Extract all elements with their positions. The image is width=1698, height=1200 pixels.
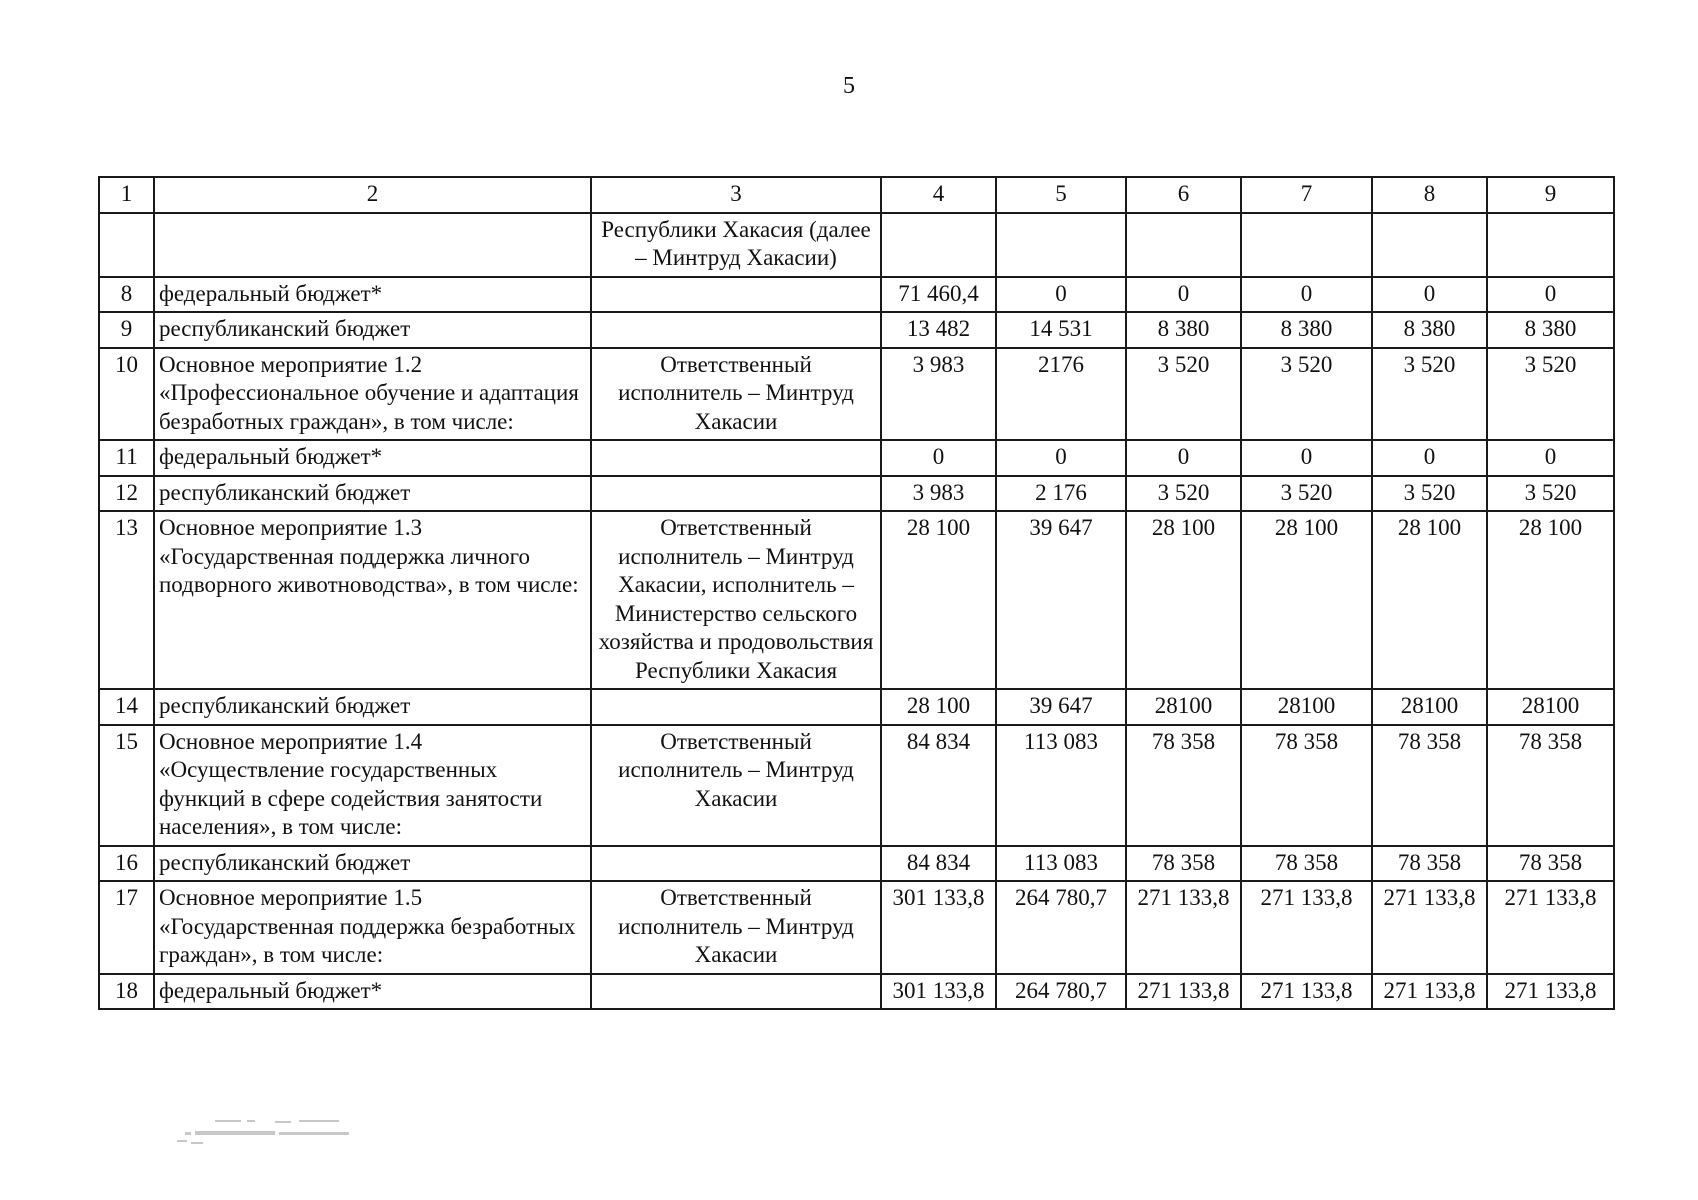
amount-cell-col-8: 3 520 <box>1372 348 1487 441</box>
amount-cell-col-5: 14 531 <box>996 312 1126 348</box>
item-name-cell: Основное мероприятие 1.5 «Государственная поддержка безработных граждан», в том числе: <box>154 881 591 974</box>
amount-cell-col-7: 271 133,8 <box>1241 881 1372 974</box>
executor-cell: Ответственный исполнитель – Минтруд Хакасии <box>591 348 881 441</box>
row-number-cell: 18 <box>99 974 154 1010</box>
executor-cell <box>591 440 881 476</box>
row-number-cell: 9 <box>99 312 154 348</box>
item-name-cell: республиканский бюджет <box>154 689 591 725</box>
amount-cell-col-4 <box>881 213 996 277</box>
amount-cell-col-9: 3 520 <box>1487 348 1614 441</box>
budget-table <box>98 176 1615 1010</box>
amount-cell-col-6: 78 358 <box>1126 725 1241 846</box>
row-number-cell: 16 <box>99 846 154 882</box>
column-header-6: 6 <box>1126 177 1241 213</box>
amount-cell-col-9: 0 <box>1487 277 1614 313</box>
amount-cell-col-7: 271 133,8 <box>1241 974 1372 1010</box>
item-name-cell: федеральный бюджет* <box>154 277 591 313</box>
column-header-2: 2 <box>154 177 591 213</box>
amount-cell-col-5: 113 083 <box>996 725 1126 846</box>
row-number-cell: 11 <box>99 440 154 476</box>
amount-cell-col-8: 0 <box>1372 440 1487 476</box>
amount-cell-col-9 <box>1487 213 1614 277</box>
amount-cell-col-4: 28 100 <box>881 689 996 725</box>
item-name-cell: республиканский бюджет <box>154 312 591 348</box>
row-number-cell: 17 <box>99 881 154 974</box>
amount-cell-col-8: 78 358 <box>1372 725 1487 846</box>
amount-cell-col-8: 271 133,8 <box>1372 881 1487 974</box>
row-number-cell: 12 <box>99 476 154 512</box>
amount-cell-col-6: 8 380 <box>1126 312 1241 348</box>
row-number-cell: 8 <box>99 277 154 313</box>
table-row <box>99 511 1614 689</box>
amount-cell-col-4: 301 133,8 <box>881 974 996 1010</box>
amount-cell-col-4: 28 100 <box>881 511 996 689</box>
amount-cell-col-9: 0 <box>1487 440 1614 476</box>
item-name-cell: республиканский бюджет <box>154 846 591 882</box>
amount-cell-col-8: 28 100 <box>1372 511 1487 689</box>
amount-cell-col-5: 2 176 <box>996 476 1126 512</box>
amount-cell-col-5: 264 780,7 <box>996 974 1126 1010</box>
amount-cell-col-6: 0 <box>1126 277 1241 313</box>
amount-cell-col-5: 0 <box>996 277 1126 313</box>
amount-cell-col-7: 28 100 <box>1241 511 1372 689</box>
amount-cell-col-8 <box>1372 213 1487 277</box>
amount-cell-col-7: 3 520 <box>1241 348 1372 441</box>
amount-cell-col-9: 28 100 <box>1487 511 1614 689</box>
amount-cell-col-4: 0 <box>881 440 996 476</box>
amount-cell-col-6: 3 520 <box>1126 476 1241 512</box>
executor-cell <box>591 689 881 725</box>
executor-cell: Ответственный исполнитель – Минтруд Хакасии <box>591 881 881 974</box>
amount-cell-col-5: 264 780,7 <box>996 881 1126 974</box>
amount-cell-col-8: 28100 <box>1372 689 1487 725</box>
table-row <box>99 312 1614 348</box>
table-row <box>99 476 1614 512</box>
amount-cell-col-7: 8 380 <box>1241 312 1372 348</box>
amount-cell-col-5: 39 647 <box>996 511 1126 689</box>
item-name-cell: республиканский бюджет <box>154 476 591 512</box>
amount-cell-col-4: 13 482 <box>881 312 996 348</box>
amount-cell-col-6 <box>1126 213 1241 277</box>
amount-cell-col-7: 78 358 <box>1241 725 1372 846</box>
amount-cell-col-4: 3 983 <box>881 476 996 512</box>
table-row <box>99 213 1614 277</box>
executor-cell: Ответственный исполнитель – Минтруд Хакасии <box>591 725 881 846</box>
amount-cell-col-8: 78 358 <box>1372 846 1487 882</box>
table-row <box>99 440 1614 476</box>
amount-cell-col-4: 84 834 <box>881 846 996 882</box>
row-number-cell: 15 <box>99 725 154 846</box>
item-name-cell <box>154 213 591 277</box>
column-header-9: 9 <box>1487 177 1614 213</box>
amount-cell-col-5: 0 <box>996 440 1126 476</box>
amount-cell-col-6: 271 133,8 <box>1126 974 1241 1010</box>
row-number-cell: 13 <box>99 511 154 689</box>
item-name-cell: Основное мероприятие 1.2 «Профессиональное обучение и адаптация безработных граждан», в том числе: <box>154 348 591 441</box>
amount-cell-col-4: 71 460,4 <box>881 277 996 313</box>
amount-cell-col-9: 3 520 <box>1487 476 1614 512</box>
executor-cell: Республики Хакасия (далее – Минтруд Хакасии) <box>591 213 881 277</box>
amount-cell-col-5: 2176 <box>996 348 1126 441</box>
amount-cell-col-8: 8 380 <box>1372 312 1487 348</box>
amount-cell-col-8: 3 520 <box>1372 476 1487 512</box>
page-number: 5 <box>843 73 855 99</box>
column-header-3: 3 <box>591 177 881 213</box>
amount-cell-col-7 <box>1241 213 1372 277</box>
amount-cell-col-7: 0 <box>1241 440 1372 476</box>
table-row <box>99 348 1614 441</box>
header-row <box>99 177 1614 213</box>
amount-cell-col-5: 39 647 <box>996 689 1126 725</box>
executor-cell <box>591 312 881 348</box>
executor-cell <box>591 476 881 512</box>
amount-cell-col-9: 78 358 <box>1487 725 1614 846</box>
table-header <box>99 177 1614 213</box>
column-header-8: 8 <box>1372 177 1487 213</box>
column-header-7: 7 <box>1241 177 1372 213</box>
amount-cell-col-9: 271 133,8 <box>1487 881 1614 974</box>
amount-cell-col-6: 271 133,8 <box>1126 881 1241 974</box>
item-name-cell: Основное мероприятие 1.4 «Осуществление государственных функций в сфере содействия занятости населения», в том числе: <box>154 725 591 846</box>
executor-cell <box>591 277 881 313</box>
amount-cell-col-9: 8 380 <box>1487 312 1614 348</box>
table-row <box>99 689 1614 725</box>
amount-cell-col-9: 78 358 <box>1487 846 1614 882</box>
item-name-cell: Основное мероприятие 1.3 «Государственная поддержка личного подворного животноводства», в том числе: <box>154 511 591 689</box>
item-name-cell: федеральный бюджет* <box>154 440 591 476</box>
amount-cell-col-7: 0 <box>1241 277 1372 313</box>
amount-cell-col-7: 3 520 <box>1241 476 1372 512</box>
amount-cell-col-9: 28100 <box>1487 689 1614 725</box>
executor-cell <box>591 974 881 1010</box>
executor-cell: Ответственный исполнитель – Минтруд Хакасии, исполнитель – Министерство сельского хозяйства и продовольствия Республики Хакасия <box>591 511 881 689</box>
amount-cell-col-5 <box>996 213 1126 277</box>
table-row <box>99 846 1614 882</box>
amount-cell-col-6: 28 100 <box>1126 511 1241 689</box>
scan-artifact <box>175 1118 385 1148</box>
amount-cell-col-9: 271 133,8 <box>1487 974 1614 1010</box>
amount-cell-col-7: 28100 <box>1241 689 1372 725</box>
table-row <box>99 881 1614 974</box>
amount-cell-col-4: 84 834 <box>881 725 996 846</box>
amount-cell-col-8: 0 <box>1372 277 1487 313</box>
amount-cell-col-6: 0 <box>1126 440 1241 476</box>
amount-cell-col-5: 113 083 <box>996 846 1126 882</box>
column-header-4: 4 <box>881 177 996 213</box>
amount-cell-col-4: 301 133,8 <box>881 881 996 974</box>
amount-cell-col-4: 3 983 <box>881 348 996 441</box>
amount-cell-col-7: 78 358 <box>1241 846 1372 882</box>
row-number-cell: 14 <box>99 689 154 725</box>
table-body <box>99 213 1614 1010</box>
table-row <box>99 974 1614 1010</box>
amount-cell-col-6: 78 358 <box>1126 846 1241 882</box>
row-number-cell: 10 <box>99 348 154 441</box>
column-header-1: 1 <box>99 177 154 213</box>
table-row <box>99 725 1614 846</box>
column-header-5: 5 <box>996 177 1126 213</box>
row-number-cell <box>99 213 154 277</box>
table-row <box>99 277 1614 313</box>
amount-cell-col-6: 28100 <box>1126 689 1241 725</box>
amount-cell-col-8: 271 133,8 <box>1372 974 1487 1010</box>
amount-cell-col-6: 3 520 <box>1126 348 1241 441</box>
item-name-cell: федеральный бюджет* <box>154 974 591 1010</box>
executor-cell <box>591 846 881 882</box>
